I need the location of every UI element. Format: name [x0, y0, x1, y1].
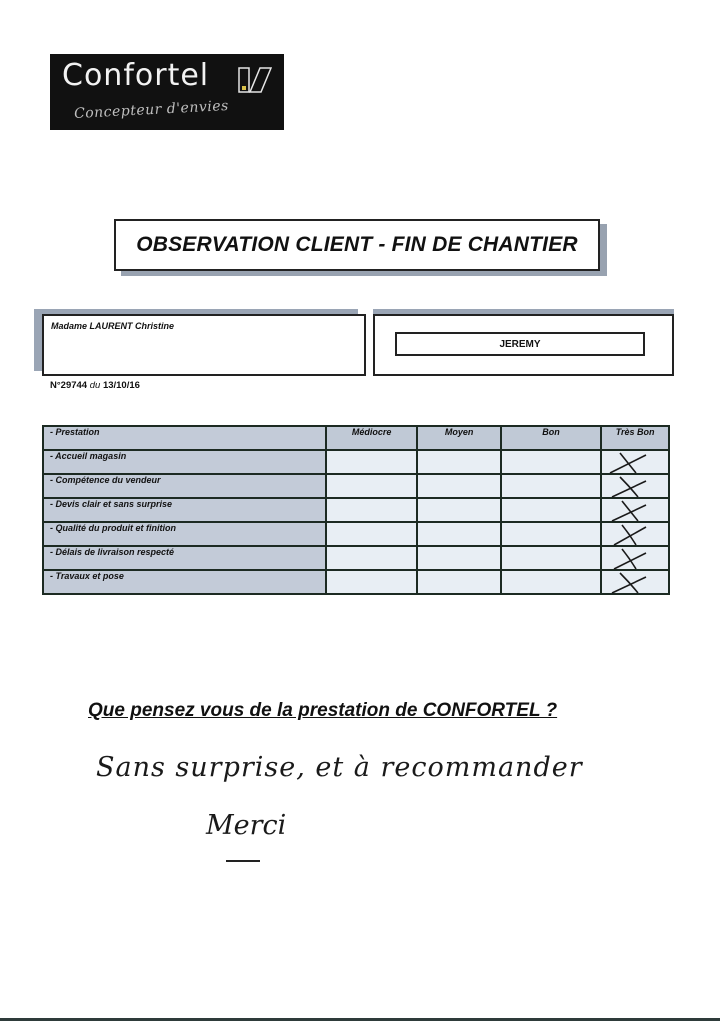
rating-cell-tres-bon[interactable]	[601, 546, 669, 570]
table-row	[43, 570, 669, 594]
date-prefix: du	[89, 380, 101, 391]
order-number: N°29744	[50, 380, 88, 391]
rating-cell-mediocre[interactable]	[326, 570, 418, 594]
rating-cell-bon[interactable]	[501, 570, 601, 594]
rating-cell-moyen[interactable]	[417, 546, 500, 570]
rating-cell-bon[interactable]	[501, 498, 601, 522]
handwritten-x-icon	[606, 499, 650, 523]
criterion-label: - Travaux et pose	[43, 570, 326, 594]
rating-cell-mediocre[interactable]	[326, 498, 418, 522]
column-header-tres-bon: Très Bon	[601, 426, 669, 450]
rating-cell-mediocre[interactable]	[326, 546, 418, 570]
client-name: Madame LAURENT Christine	[51, 321, 175, 331]
criterion-label: - Devis clair et sans surprise	[43, 498, 326, 522]
logo-tagline: Concepteur d'envies	[73, 97, 230, 123]
column-header-bon: Bon	[501, 426, 601, 450]
rating-cell-tres-bon[interactable]	[601, 522, 669, 546]
order-date: 13/10/16	[102, 380, 140, 391]
logo-wordmark: Confortel	[62, 58, 210, 93]
table-row	[43, 450, 669, 474]
order-reference	[50, 380, 140, 391]
rating-cell-mediocre[interactable]	[326, 474, 418, 498]
handwritten-x-icon	[606, 547, 650, 571]
column-header-mediocre: Médiocre	[326, 426, 418, 450]
form-title: OBSERVATION CLIENT - FIN DE CHANTIER	[136, 233, 578, 256]
rating-table	[42, 425, 670, 595]
sales-rep-name: JEREMY	[395, 332, 645, 356]
criterion-label: - Compétence du vendeur	[43, 474, 326, 498]
sales-rep-box	[373, 314, 674, 376]
rating-cell-bon[interactable]	[501, 522, 601, 546]
handwritten-x-icon	[606, 571, 650, 595]
table-row	[43, 546, 669, 570]
handwritten-underline	[226, 860, 260, 862]
rating-cell-moyen[interactable]	[417, 522, 500, 546]
client-info-box	[42, 314, 366, 376]
table-row	[43, 498, 669, 522]
handwritten-comment[interactable]: Sans surprise, et à recommander	[96, 752, 583, 783]
criterion-label: - Délais de livraison respecté	[43, 546, 326, 570]
scan-bottom-edge	[0, 1018, 720, 1021]
rating-cell-tres-bon[interactable]	[601, 450, 669, 474]
handwritten-thanks[interactable]: Merci	[206, 810, 287, 841]
rating-cell-moyen[interactable]	[417, 570, 500, 594]
rating-cell-bon[interactable]	[501, 450, 601, 474]
column-header-moyen: Moyen	[417, 426, 500, 450]
rating-cell-tres-bon[interactable]	[601, 498, 669, 522]
rating-cell-mediocre[interactable]	[326, 450, 418, 474]
criterion-label: - Qualité du produit et finition	[43, 522, 326, 546]
handwritten-x-icon	[606, 475, 650, 499]
rating-cell-tres-bon[interactable]	[601, 570, 669, 594]
rating-cell-tres-bon[interactable]	[601, 474, 669, 498]
logo-window-icon	[238, 66, 272, 94]
rating-cell-moyen[interactable]	[417, 474, 500, 498]
feedback-question: Que pensez vous de la prestation de CONFORTEL ?	[88, 700, 558, 721]
rating-cell-bon[interactable]	[501, 546, 601, 570]
rating-cell-mediocre[interactable]	[326, 522, 418, 546]
table-header-row	[43, 426, 669, 450]
rating-cell-moyen[interactable]	[417, 498, 500, 522]
handwritten-x-icon	[606, 451, 650, 475]
table-row	[43, 522, 669, 546]
form-title-box	[114, 219, 600, 271]
table-row	[43, 474, 669, 498]
rating-cell-moyen[interactable]	[417, 450, 500, 474]
rating-cell-bon[interactable]	[501, 474, 601, 498]
confortel-logo	[50, 54, 284, 130]
column-header-prestation: - Prestation	[43, 426, 326, 450]
criterion-label: - Accueil magasin	[43, 450, 326, 474]
handwritten-x-icon	[606, 523, 650, 547]
